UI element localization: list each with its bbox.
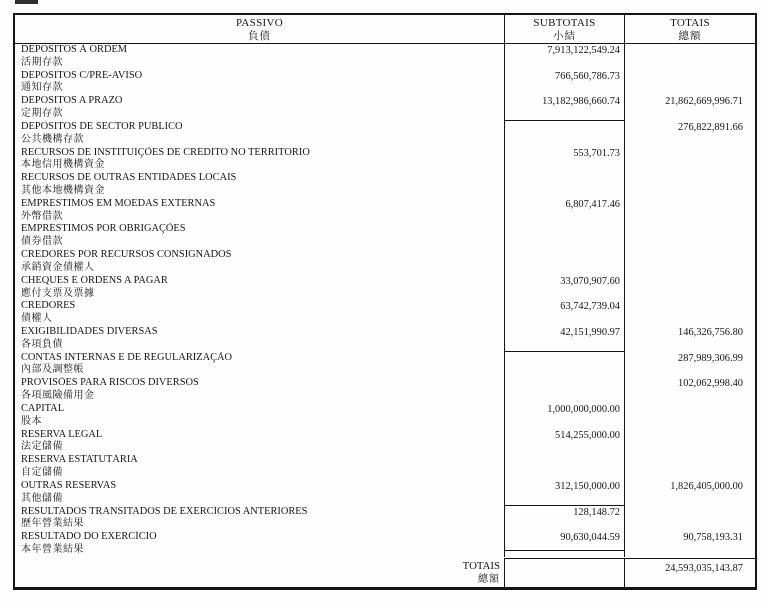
liability-item-label-zh: 應付支票及票據 [21, 287, 95, 299]
column-header-subtotals [505, 15, 625, 43]
liability-item-label-pt: CREDORES POR RECURSOS CONSIGNADOS [21, 249, 232, 261]
total-value-cell: 276,822,891.66 [678, 121, 743, 133]
table-row [15, 223, 755, 249]
column-header-subtotals-zh: 小結 [553, 31, 576, 42]
liability-item-label-pt: EXIGIBILIDADES DIVERSAS [21, 326, 158, 338]
liability-item-label-pt: RECURSOS DE OUTRAS ENTIDADES LOCAIS [21, 172, 237, 184]
liability-item-label-pt: RESERVA ESTATUTÁRIA [21, 454, 138, 466]
liability-item-label-zh: 本地信用機構資金 [21, 159, 105, 171]
liability-item-label-pt: PROVISÕES PARA RISCOS DIVERSOS [21, 377, 199, 389]
scan-artifact-mark [15, 0, 38, 4]
subtotal-value-cell [505, 377, 625, 403]
total-value-cell [625, 300, 755, 326]
liability-item-label-zh: 定期存款 [21, 108, 63, 120]
subtotal-value-cell: 63,742,739.04 [505, 300, 625, 326]
liability-item-label-pt: OUTRAS RESERVAS [21, 479, 117, 491]
liability-item-label-zh: 各項風險備用金 [21, 390, 95, 402]
column-header-totals-pt: TOTAIS [670, 17, 710, 29]
liability-item-label-pt: CAPITAL [21, 402, 65, 414]
table-row [15, 95, 755, 121]
total-value-cell [625, 44, 755, 70]
table-row [15, 121, 755, 147]
liability-item-label-zh: 其他儲備 [21, 492, 63, 504]
liability-item-cell [15, 531, 505, 557]
liability-item-label-zh: 債權人 [21, 313, 53, 325]
total-value-cell [625, 403, 755, 429]
liability-item-cell [15, 172, 505, 198]
liabilities-table [13, 13, 757, 590]
liability-item-cell [15, 480, 505, 506]
table-row [15, 249, 755, 275]
liability-item-label-zh: 通知存款 [21, 82, 63, 94]
table-row [15, 352, 755, 378]
subtotal-value-cell [505, 172, 625, 198]
subtotal-value-cell: 553,701.73 [505, 147, 625, 173]
table-row [15, 70, 755, 96]
liability-item-label-zh: 股本 [21, 415, 42, 427]
liability-item-label-zh: 活期存款 [21, 56, 63, 68]
liability-item-cell [15, 95, 505, 121]
total-value-cell [625, 198, 755, 224]
subtotal-value-cell [505, 454, 625, 480]
liability-item-label-zh: 內部及調整帳 [21, 364, 84, 376]
liability-item-label-zh: 債券借款 [21, 236, 63, 248]
subtotal-value-cell [505, 223, 625, 249]
grand-total-label-zh: 總額 [478, 573, 500, 585]
liability-item-label-pt: EMPRÉSTIMOS EM MOEDAS EXTERNAS [21, 197, 216, 209]
liability-item-label-zh: 承銷資金債權人 [21, 261, 95, 273]
liability-item-label-pt: DEPÓSITOS C/PRÉ-AVISO [21, 69, 143, 81]
liability-item-label-pt: RESULTADO DO EXERCÍCIO [21, 531, 157, 543]
liability-item-label-pt: DEPÓSITOS DE SECTOR PÚBLICO [21, 120, 183, 132]
column-header-totals-zh: 總額 [678, 31, 702, 42]
total-value-cell [625, 70, 755, 96]
liability-item-cell [15, 249, 505, 275]
liability-item-cell [15, 454, 505, 480]
subtotal-value-cell: 6,807,417.46 [505, 198, 625, 224]
subtotal-value-cell: 312,150,000.00 [505, 480, 625, 506]
liability-item-label-pt: CONTAS INTERNAS E DE REGULARIZAÇÃO [21, 351, 233, 363]
liability-item-label-zh: 各項負債 [21, 338, 63, 350]
liability-item-cell [15, 300, 505, 326]
liability-item-label-zh: 法定儲備 [21, 441, 63, 453]
liability-item-cell [15, 223, 505, 249]
column-header-liabilities-pt: PASSIVO [236, 17, 283, 29]
liability-item-cell [15, 44, 505, 70]
table-header-row [15, 15, 755, 44]
table-row [15, 480, 755, 506]
total-value-cell: 90,758,193.31 [683, 532, 743, 544]
liability-item-label-pt: EMPRÉSTIMOS POR OBRIGAÇÕES [21, 223, 186, 235]
table-body [15, 44, 755, 558]
liability-item-label-pt: DEPÓSITOS A PRAZO [21, 95, 123, 107]
liability-item-cell [15, 429, 505, 455]
liability-item-label-zh: 公共機構存款 [21, 133, 84, 145]
subtotal-value-cell: 13,182,986,660.74 [505, 95, 625, 121]
subtotal-value-cell: 33,070,907.60 [505, 275, 625, 301]
total-value-cell: 102,062,998.40 [678, 378, 743, 390]
total-value-cell [625, 147, 755, 173]
grand-total-row [15, 558, 755, 587]
subtotal-value-cell: 1,000,000,000.00 [505, 403, 625, 429]
subtotal-value-cell: 128,148.72 [505, 506, 625, 532]
liability-item-label-pt: RESULTADOS TRANSITADOS DE EXERCÍCIOS ANTERIORES [21, 505, 308, 517]
liability-item-label-zh: 外幣借款 [21, 210, 63, 222]
subtotal-value-cell: 514,255,000.00 [505, 429, 625, 455]
subtotal-value-cell [505, 121, 625, 147]
total-value-cell [625, 454, 755, 480]
liability-item-cell [15, 352, 505, 378]
table-row [15, 506, 755, 532]
liability-item-cell [15, 198, 505, 224]
total-value-cell: 146,326,756.80 [678, 327, 743, 339]
liability-item-cell [15, 403, 505, 429]
subtotal-value-cell [505, 249, 625, 275]
subtotal-value-cell: 90,630,044.59 [505, 531, 625, 557]
column-header-totals [625, 15, 755, 43]
liability-item-cell [15, 506, 505, 532]
liability-item-cell [15, 275, 505, 301]
liability-item-label-pt: CREDORES [21, 300, 76, 312]
total-value-cell [625, 429, 755, 455]
table-row [15, 454, 755, 480]
table-row [15, 44, 755, 70]
grand-total-value-cell: 24,593,035,143.87 [625, 558, 755, 587]
liability-item-label-zh: 本年營業結果 [21, 543, 84, 555]
liability-item-cell [15, 121, 505, 147]
total-value-cell [625, 223, 755, 249]
liability-item-label-zh: 自定儲備 [21, 467, 63, 479]
total-value-cell: 1,826,405,000.00 [670, 480, 743, 492]
subtotal-value-cell: 7,913,122,549.24 [505, 44, 625, 70]
liability-item-cell [15, 147, 505, 173]
table-row [15, 275, 755, 301]
table-row [15, 326, 755, 352]
liability-item-label-zh: 歷年營業結果 [21, 518, 84, 530]
grand-total-label-pt: TOTAIS [462, 559, 500, 572]
table-row [15, 198, 755, 224]
subtotal-value-cell: 42,151,990.97 [505, 326, 625, 352]
total-value-cell [625, 249, 755, 275]
liability-item-cell [15, 70, 505, 96]
grand-total-subtotal-cell [505, 558, 625, 587]
liability-item-label-zh: 其他本地機構資金 [21, 185, 105, 196]
table-row [15, 377, 755, 403]
subtotal-value-cell: 766,560,786.73 [505, 70, 625, 96]
total-value-cell [625, 275, 755, 301]
grand-total-label-cell [15, 558, 505, 587]
table-row [15, 429, 755, 455]
liability-item-label-pt: CHEQUES E ORDENS A PAGAR [21, 274, 168, 286]
table-row [15, 172, 755, 198]
table-row [15, 403, 755, 429]
total-value-cell [625, 172, 755, 198]
subtotal-value-cell [505, 352, 625, 378]
liability-item-cell [15, 326, 505, 352]
total-value-cell: 287,989,306.99 [678, 352, 743, 364]
liability-item-label-pt: RESERVA LEGAL [21, 428, 103, 440]
table-row [15, 531, 755, 557]
table-row [15, 147, 755, 173]
liability-item-label-pt: DEPÓSITOS À ORDEM [21, 44, 128, 55]
liability-item-cell [15, 377, 505, 403]
table-row [15, 300, 755, 326]
liability-item-label-pt: RECURSOS DE INSTITUIÇÕES DE CRÉDITO NO TERRITÓRIO [21, 146, 310, 158]
column-header-liabilities-zh: 負債 [248, 31, 271, 42]
total-value-cell: 21,862,669,996.71 [665, 96, 743, 108]
column-header-subtotals-pt: SUBTOTAIS [533, 17, 596, 29]
total-value-cell [625, 506, 755, 532]
column-header-liabilities [15, 15, 505, 43]
